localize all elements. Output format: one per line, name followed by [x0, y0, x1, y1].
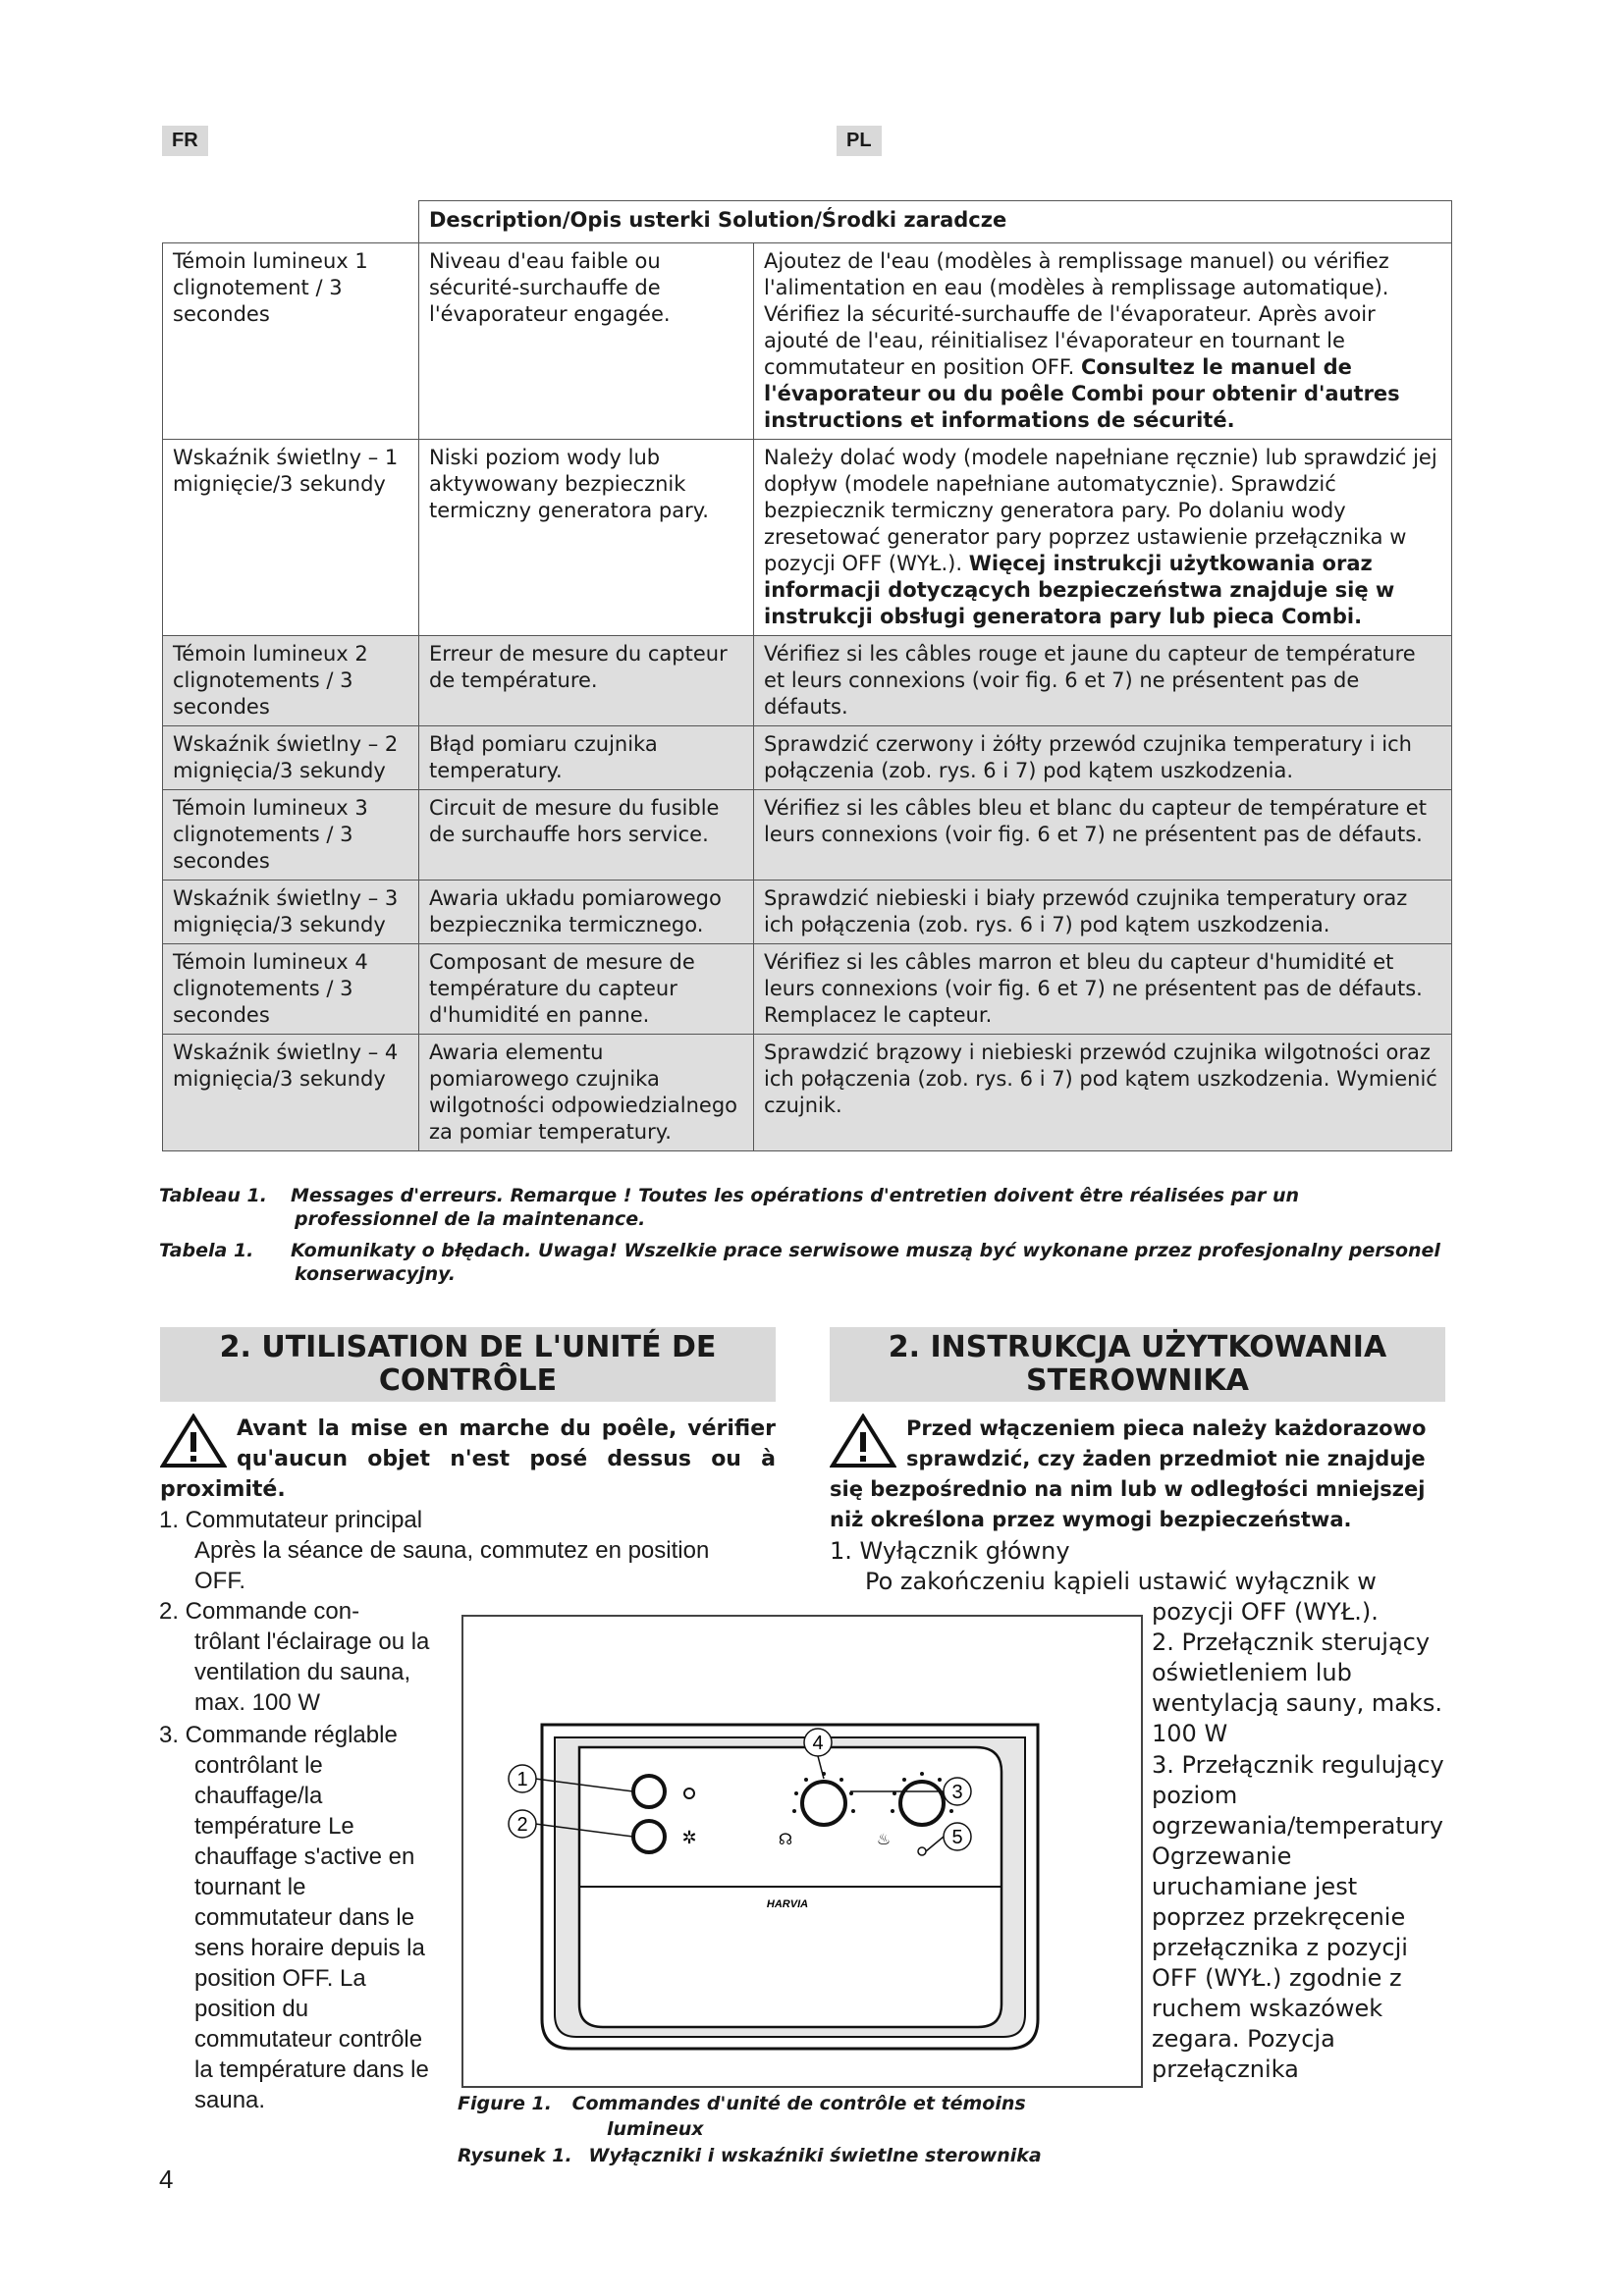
brand-logo: HARVIA [766, 1898, 809, 1910]
cell-indicator: Témoin lumineux 2 clignotements / 3 secondes [163, 636, 419, 726]
pl-warning: Przed włączeniem pieca należy każdorazowo sprawdzić, czy żaden przedmiot nie znajduje się bezpośrednio na nim lub w odległości mniejszej niż określona przez wymogi bezpieczeństwa. [830, 1414, 1440, 1535]
pl-item-1: 1. Wyłącznik główny Po zakończeniu kąpieli ustawić wyłącznik w [830, 1537, 1377, 1595]
figure-caption-pl [458, 2143, 1145, 2168]
table-caption-pl-label: Tabela 1. [159, 1240, 254, 1261]
table-row [163, 726, 1452, 790]
cell-description: Composant de mesure de température du capteur d'humidité en panne. [419, 944, 754, 1035]
cell-solution: Vérifiez si les câbles marron et bleu du capteur d'humidité et leurs connexions (voir fig. 6 et 7) ne présentent pas de défauts. Remplacez le capteur. [754, 944, 1452, 1035]
cell-indicator: Wskaźnik świetlny – 4 mignięcia/3 sekundy [163, 1035, 419, 1151]
table-caption-pl [159, 1239, 1455, 1286]
page-number: 4 [159, 2164, 174, 2194]
cell-solution: Sprawdzić brązowy i niebieski przewód czujnika wilgotności oraz ich połączenia (zob. rys. 6 i 7) pod kątem uszkodzenia. Wymienić czujnik. [754, 1035, 1452, 1151]
cell-indicator: Témoin lumineux 4 clignotements / 3 secondes [163, 944, 419, 1035]
light-switch [633, 1821, 665, 1852]
callout-4: 4 [812, 1733, 824, 1754]
warning-icon [160, 1414, 227, 1468]
fr-item-2: 2. Commande con- trôlant l'éclairage ou la ventilation du sauna, max. 100 W [159, 1598, 430, 1716]
error-messages-table [162, 200, 1452, 1151]
cell-indicator: Wskaźnik świetlny – 1 mignięcie/3 sekundy [163, 440, 419, 636]
figure-caption-pl-text: Wyłączniki i wskaźniki świetlne sterownika [588, 2145, 1042, 2166]
callout-3: 3 [951, 1782, 963, 1803]
light-dial [802, 1782, 845, 1825]
temperature-dial [900, 1782, 944, 1825]
main-switch [633, 1776, 665, 1807]
table-row [163, 440, 1452, 636]
figure-caption-pl-label: Rysunek 1. [458, 2145, 572, 2166]
table-caption-fr [159, 1184, 1455, 1231]
cell-solution: Sprawdzić niebieski i biały przewód czujnika temperatury oraz ich połączenia (zob. rys. 6 i 7) pod kątem uszkodzenia. [754, 881, 1452, 944]
cell-description: Awaria układu pomiarowego bezpiecznika termicznego. [419, 881, 754, 944]
cell-description: Circuit de mesure du fusible de surchauffe hors service. [419, 790, 754, 881]
fr-item-1: 1. Commutateur principal Après la séance de sauna, commutez en position OFF. [159, 1507, 710, 1594]
table-row [163, 790, 1452, 881]
control-unit-drawing [463, 1617, 1141, 2086]
figure-caption-fr-text: Commandes d'unité de contrôle et témoins [571, 2093, 1026, 2114]
cell-indicator: Wskaźnik świetlny – 2 mignięcia/3 sekundy [163, 726, 419, 790]
cell-solution: Ajoutez de l'eau (modèles à remplissage manuel) ou vérifiez l'alimentation en eau (modèles à remplissage automatique). Vérifiez la sécurité-surchauffe de l'évaporateur. Après avoir ajouté de l'eau, réinitialisez l'évaporateur en tournant le commutateur en position OFF. Consultez le manuel de l'évaporateur ou du poêle Combi pour obtenir d'autres instructions et informations de sécurité. [754, 243, 1452, 440]
lang-tag-fr: FR [162, 126, 208, 156]
table-row [163, 881, 1452, 944]
cell-indicator: Témoin lumineux 3 clignotements / 3 secondes [163, 790, 419, 881]
figure-caption-fr [458, 2091, 1145, 2142]
pl-item-2: 2. Przełącznik sterujący oświetleniem lub wentylacją sauny, maks. 100 W [1152, 1629, 1443, 1747]
cell-description: Błąd pomiaru czujnika temperatury. [419, 726, 754, 790]
cell-description: Awaria elementu pomiarowego czujnika wilgotności odpowiedzialnego za pomiar temperatury. [419, 1035, 754, 1151]
figure-caption-fr-label: Figure 1. [458, 2093, 552, 2114]
cell-description: Niski poziom wody lub aktywowany bezpiecznik termiczny generatora pary. [419, 440, 754, 636]
fr-item-3: 3. Commande réglable contrôlant le chauffage/la température Le chauffage s'active en tournant le commutateur dans le sens horaire depuis la position OFF. La position du commutateur contrôle la température dans le sauna. [159, 1722, 429, 2113]
pl-item-3: 3. Przełącznik regulujący poziom ogrzewania/temperatury Ogrzewanie uruchamiane jest poprzez przekręcenie przełącznika z pozycji OFF (WYŁ.) zgodnie z ruchem wskazówek zegara. Pozycja przełącznika [1152, 1751, 1444, 2083]
cell-description: Erreur de mesure du capteur de température. [419, 636, 754, 726]
table-caption-pl-text: Komunikaty o błędach. Uwaga! Wszelkie prace serwisowe muszą być wykonane przez profesjonalny personel [291, 1240, 1440, 1261]
pl-item-1-cont: pozycji OFF (WYŁ.). [1152, 1598, 1379, 1626]
table-caption-pl-cont: konserwacyjny. [295, 1263, 457, 1285]
figure-caption-fr-cont: lumineux [607, 2118, 704, 2140]
table-row [163, 1035, 1452, 1151]
table-caption-fr-label: Tableau 1. [159, 1185, 267, 1206]
table-header: Description/Opis usterki Solution/Środki zaradcze [419, 201, 1452, 243]
cell-solution: Należy dolać wody (modele napełniane ręcznie) lub sprawdzić jej dopływ (modele napełniane automatycznie). Sprawdzić bezpiecznik termiczny generatora pary. Po dolaniu wody zresetować generator pary poprzez ustawienie przełącznika w pozycji OFF (WYŁ.). Więcej instrukcji użytkowania oraz informacji dotyczących bezpieczeństwa znajduje się w instrukcji obsługi generatora pary lub pieca Combi. [754, 440, 1452, 636]
callout-1: 1 [516, 1769, 528, 1790]
callout-2: 2 [516, 1814, 528, 1836]
light-icon: ✲ [681, 1828, 697, 1848]
cell-solution: Vérifiez si les câbles bleu et blanc du capteur de température et leurs connexions (voir fig. 6 et 7) ne présentent pas de défauts. [754, 790, 1452, 881]
cell-description: Niveau d'eau faible ou sécurité-surchauffe de l'évaporateur engagée. [419, 243, 754, 440]
table-row [163, 944, 1452, 1035]
cell-solution: Vérifiez si les câbles rouge et jaune du capteur de température et leurs connexions (voir fig. 6 et 7) ne présentent pas de défauts. [754, 636, 1452, 726]
fr-section-heading: 2. UTILISATION DE L'UNITÉ DE CONTRÔLE [160, 1327, 776, 1402]
cell-indicator: Témoin lumineux 1 clignotement / 3 secondes [163, 243, 419, 440]
control-unit-figure [461, 1615, 1143, 2088]
fan-icon: ☊ [778, 1830, 793, 1848]
lang-tag-pl: PL [837, 126, 882, 156]
table-row [163, 243, 1452, 440]
table-caption-fr-text: Messages d'erreurs. Remarque ! Toutes les opérations d'entretien doivent être réalisées par un [291, 1185, 1300, 1206]
table-row [163, 636, 1452, 726]
pl-section-heading: 2. INSTRUKCJA UŻYTKOWANIA STEROWNIKA [830, 1327, 1445, 1402]
fr-warning: Avant la mise en marche du poêle, vérifier qu'aucun objet n'est posé dessus ou à proximité. [160, 1414, 776, 1505]
callout-5: 5 [951, 1827, 963, 1848]
table-caption-fr-cont: professionnel de la maintenance. [295, 1208, 646, 1230]
warning-icon [830, 1414, 896, 1468]
cell-indicator: Wskaźnik świetlny – 3 mignięcia/3 sekundy [163, 881, 419, 944]
cell-solution: Sprawdzić czerwony i żółty przewód czujnika temperatury i ich połączenia (zob. rys. 6 i 7) pod kątem uszkodzenia. [754, 726, 1452, 790]
heater-icon: ♨ [876, 1830, 892, 1848]
